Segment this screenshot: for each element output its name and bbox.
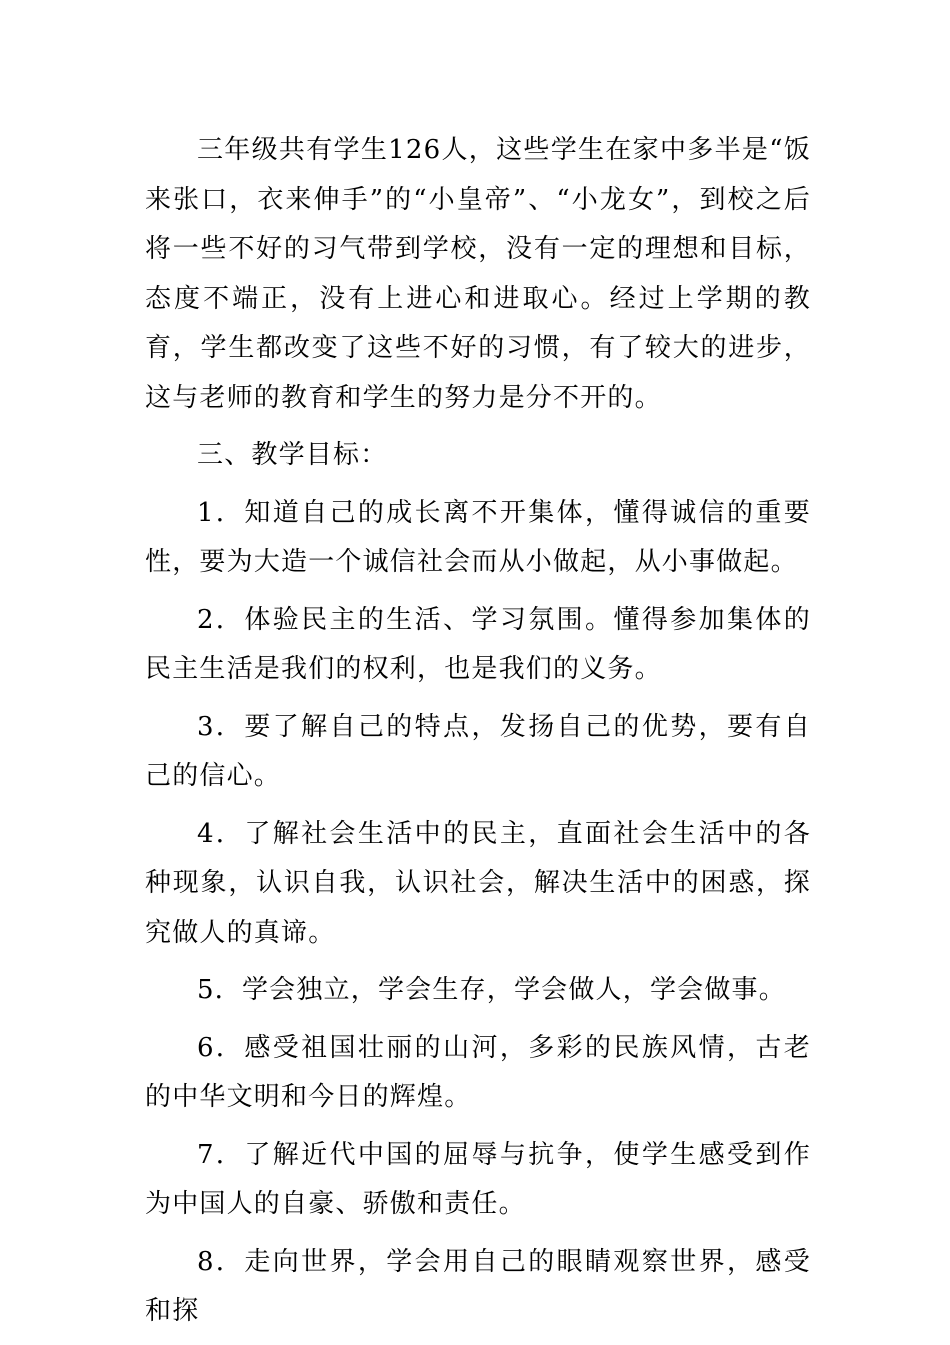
goal-item-7: 7．了解近代中国的屈辱与抗争，使学生感受到作为中国人的自豪、骄傲和责任。 [145, 1139, 811, 1219]
goal-item-3: 3．要了解自己的特点，发扬自己的优势，要有自己的信心。 [145, 711, 811, 791]
goal-item-8: 8．走向世界，学会用自己的眼睛观察世界，感受和探 [145, 1246, 811, 1326]
goal-item-4: 4．了解社会生活中的民主，直面社会生活中的各种现象，认识自我，认识社会，解决生活中的困惑，探究做人的真谛。 [145, 818, 811, 948]
document-body [145, 126, 811, 1345]
section-heading-teaching-goals: 三、教学目标： [197, 440, 388, 470]
goal-item-5: 5．学会独立，学会生存，学会做人，学会做事。 [197, 975, 786, 1005]
paragraph-student-situation: 三年级共有学生126人，这些学生在家中多半是“饭来张口，衣来伸手”的“小皇帝”、“小龙女”，到校之后将一些不好的习气带到学校，没有一定的理想和目标，态度不端正，没有上进心和进取心。经过上学期的教育，学生都改变了这些不好的习惯，有了较大的进步，这与老师的教育和学生的努力是分不开的。 [145, 135, 811, 413]
goal-item-2: 2．体验民主的生活、学习氛围。懂得参加集体的民主生活是我们的权利，也是我们的义务。 [145, 604, 811, 684]
goal-item-6: 6．感受祖国壮丽的山河，多彩的民族风情，古老的中华文明和今日的辉煌。 [145, 1032, 811, 1112]
goal-item-1: 1．知道自己的成长离不开集体，懂得诚信的重要性，要为大造一个诚信社会而从小做起，从小事做起。 [145, 497, 811, 577]
